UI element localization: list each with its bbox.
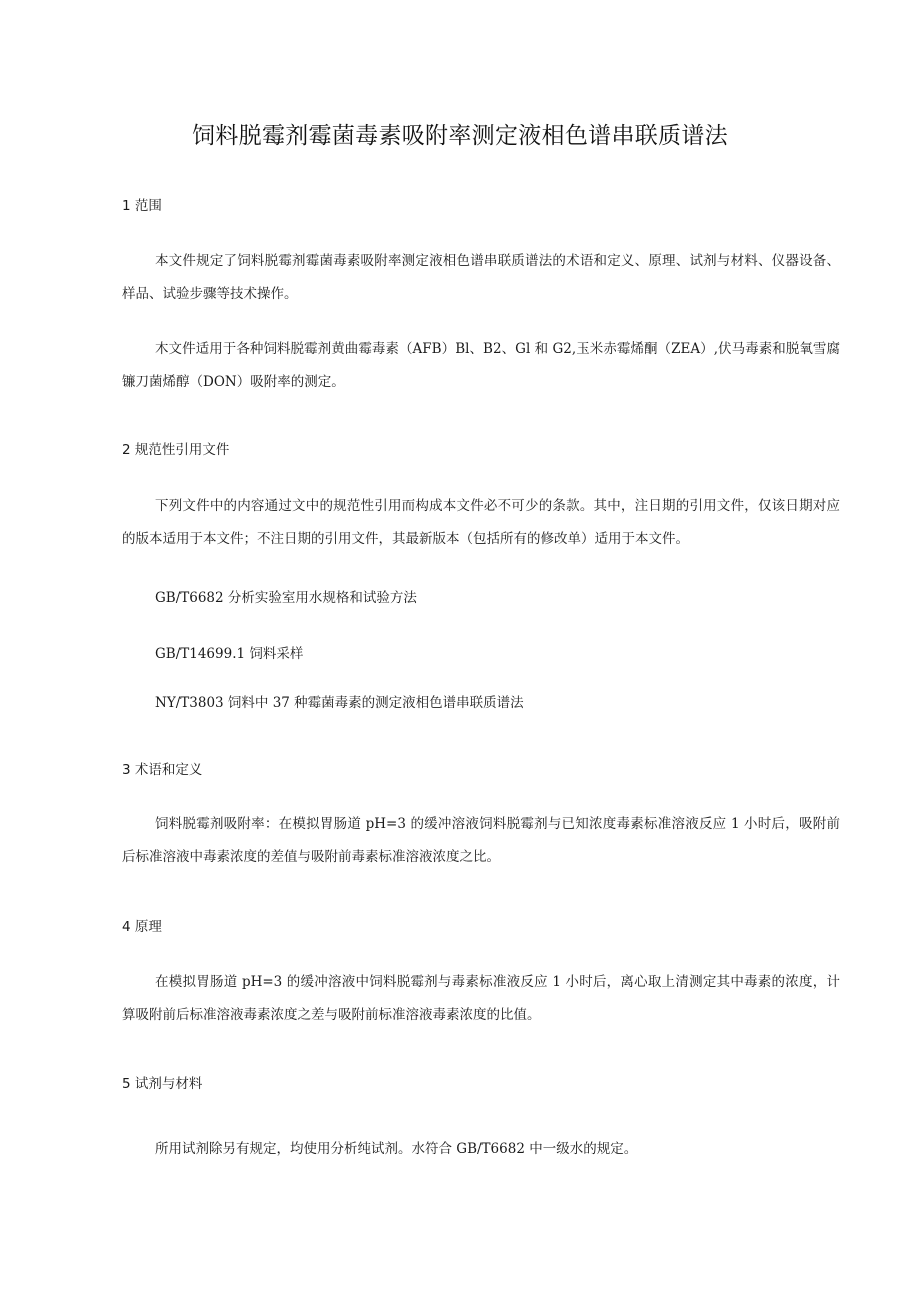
document-title: 饲料脱霉剂霉菌毒素吸附率测定液相色谱串联质谱法 [192,123,728,149]
section-heading-principle: 4 原理 [122,919,162,935]
paragraph-reagents: 所用试剂除另有规定，均使用分析纯试剂。水符合 GB/T6682 中一级水的规定。 [155,1141,638,1157]
reference-item: NY/T3803 饲料中 37 种霉菌毒素的测定液相色谱串联质谱法 [155,695,524,711]
section-heading-terms: 3 术语和定义 [122,762,203,778]
paragraph-scope-2: 木文件适用于各种饲料脱霉剂黄曲霉毒素（AFB）Bl、B2、Gl 和 G2,玉米赤霉烯酮（ZEA）,伏马毒素和脱氧雪腐镰刀菌烯醇（DON）吸附率的测定。 [122,341,840,390]
paragraph-terms: 饲料脱霉剂吸附率：在模拟胃肠道 pH=3 的缓冲溶液饲料脱霉剂与已知浓度毒素标准溶液反应 1 小时后，吸附前后标准溶液中毒素浓度的差值与吸附前毒素标准溶液浓度之比。 [122,816,840,865]
section-heading-scope: 1 范围 [122,198,162,214]
section-heading-normative-references: 2 规范性引用文件 [122,442,230,458]
section-heading-reagents: 5 试剂与材料 [122,1076,203,1092]
paragraph-principle: 在模拟胃肠道 pH=3 的缓冲溶液中饲料脱霉剂与毒素标准液反应 1 小时后，离心取上清测定其中毒素的浓度，计算吸附前后标准溶液毒素浓度之差与吸附前标准溶液毒素浓度的比值。 [122,974,840,1023]
reference-item: GB/T14699.1 饲料采样 [155,646,304,662]
paragraph-normative-references: 下列文件中的内容通过文中的规范性引用而构成本文件必不可少的条款。其中，注日期的引用文件，仅该日期对应的版本适用于本文件；不注日期的引用文件，其最新版本（包括所有的修改单）适用于本文件。 [122,498,840,547]
reference-item: GB/T6682 分析实验室用水规格和试验方法 [155,590,417,606]
paragraph-scope-1: 本文件规定了饲料脱霉剂霉菌毒素吸附率测定液相色谱串联质谱法的术语和定义、原理、试剂与材料、仪器设备、样品、试验步骤等技术操作。 [122,253,840,302]
